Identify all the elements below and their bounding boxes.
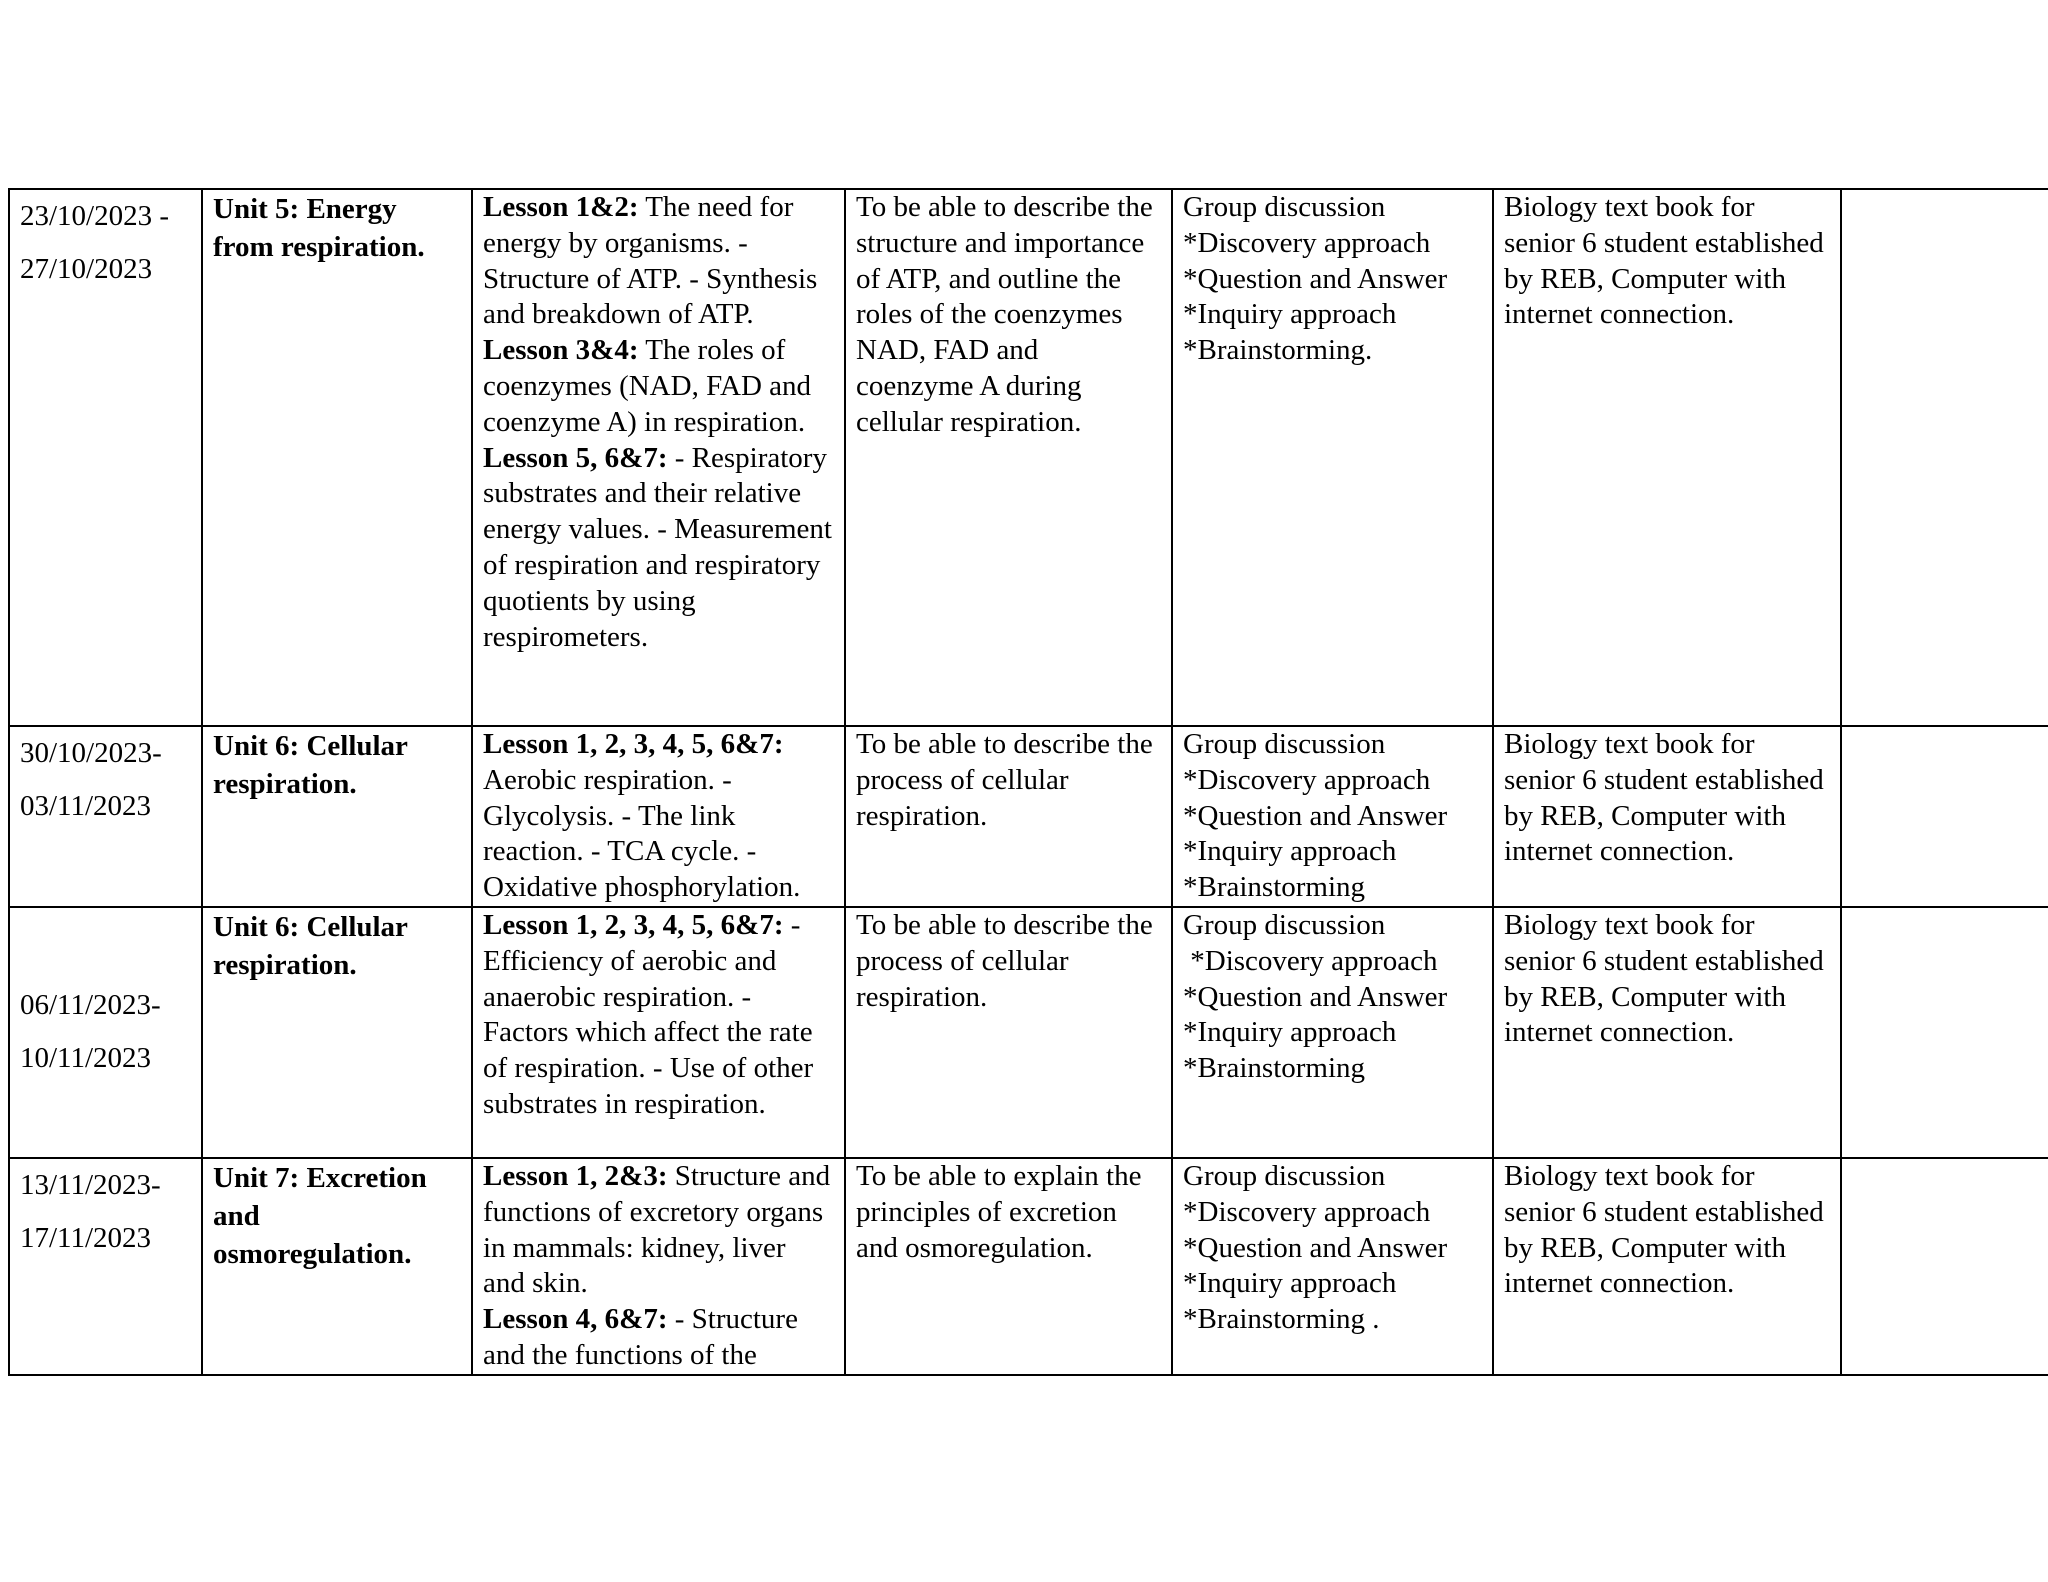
method-item: *Inquiry approach bbox=[1183, 835, 1397, 868]
lesson-text: - Structure and the functions of the bbox=[483, 1303, 798, 1371]
unit-cell: Unit 7: Excretion and osmoregulation. bbox=[202, 1158, 472, 1375]
method-item: Group discussion bbox=[1183, 1159, 1386, 1192]
method-item: *Discovery approach bbox=[1183, 226, 1431, 259]
table-row bbox=[9, 907, 2048, 1158]
method-item: *Brainstorming . bbox=[1183, 1303, 1380, 1336]
date-cell bbox=[9, 189, 202, 726]
date-from: 06/11/2023- bbox=[20, 989, 161, 1022]
extra-cell bbox=[1841, 189, 2048, 726]
lesson-text: - Efficiency of aerobic and anaerobic respiration. - Factors which affect the rate of respiration. - Use of other substrates in respiration. bbox=[483, 908, 814, 1120]
methods-cell bbox=[1172, 189, 1493, 726]
lessons-cell bbox=[472, 907, 845, 1158]
method-item: *Question and Answer bbox=[1183, 1231, 1448, 1264]
resources-cell: Biology text book for senior 6 student established by REB, Computer with internet connection. bbox=[1493, 1158, 1841, 1375]
date-from: 23/10/2023 - bbox=[20, 200, 170, 232]
table-row bbox=[9, 1158, 2048, 1375]
method-item: *Discovery approach bbox=[1183, 1195, 1431, 1228]
method-item: Group discussion bbox=[1183, 728, 1386, 760]
lesson-title: Lesson 1, 2, 3, 4, 5, 6&7: bbox=[483, 908, 784, 941]
objective-cell: To be able to explain the principles of excretion and osmoregulation. bbox=[845, 1158, 1172, 1375]
lesson-text: Aerobic respiration. - Glycolysis. - The link reaction. - TCA cycle. - Oxidative phosphorylation. bbox=[483, 763, 801, 904]
lesson-text: The need for energy by organisms. - Structure of ATP. - Synthesis and breakdown of ATP. bbox=[483, 191, 818, 331]
date-to: 27/10/2023 bbox=[20, 253, 153, 285]
extra-cell bbox=[1841, 726, 2048, 907]
method-item: *Brainstorming bbox=[1183, 1052, 1366, 1085]
lessons-cell bbox=[472, 1158, 845, 1375]
method-item: *Brainstorming bbox=[1183, 871, 1366, 904]
lessons-cell bbox=[472, 726, 845, 907]
lesson-title: Lesson 1, 2, 3, 4, 5, 6&7: bbox=[483, 728, 784, 760]
lesson-text: The roles of coenzymes (NAD, FAD and coenzyme A) in respiration. bbox=[483, 334, 812, 438]
scheme-of-work-table bbox=[8, 188, 2048, 1376]
lesson-title: Lesson 1&2: bbox=[483, 191, 639, 223]
methods-cell bbox=[1172, 726, 1493, 907]
date-to: 17/11/2023 bbox=[20, 1221, 152, 1254]
lesson-text: - Respiratory substrates and their relative energy values. - Measurement of respiration and respiratory quotients by using respirometers. bbox=[483, 441, 832, 653]
method-item: *Inquiry approach bbox=[1183, 1016, 1397, 1049]
date-cell bbox=[9, 907, 202, 1158]
method-item: *Question and Answer bbox=[1183, 799, 1448, 832]
unit-cell: Unit 5: Energy from respiration. bbox=[202, 189, 472, 726]
method-item: *Question and Answer bbox=[1183, 262, 1448, 295]
lessons-cell bbox=[472, 189, 845, 726]
objective-cell: To be able to describe the structure and importance of ATP, and outline the roles of the coenzymes NAD, FAD and coenzyme A during cellular respiration. bbox=[845, 189, 1172, 726]
lesson-title: Lesson 1, 2&3: bbox=[483, 1159, 668, 1192]
method-item: *Question and Answer bbox=[1183, 980, 1448, 1013]
date-cell bbox=[9, 1158, 202, 1375]
date-to: 03/11/2023 bbox=[20, 790, 152, 822]
method-item: *Discovery approach bbox=[1183, 944, 1438, 977]
resources-cell: Biology text book for senior 6 student established by REB, Computer with internet connection. bbox=[1493, 907, 1841, 1158]
lesson-title: Lesson 4, 6&7: bbox=[483, 1303, 668, 1336]
lesson-text: Structure and functions of excretory organs in mammals: kidney, liver and skin. bbox=[483, 1159, 831, 1300]
extra-cell bbox=[1841, 1158, 2048, 1375]
resources-cell: Biology text book for senior 6 student established by REB, Computer with internet connection. bbox=[1493, 726, 1841, 907]
unit-cell: Unit 6: Cellular respiration. bbox=[202, 726, 472, 907]
method-item: *Inquiry approach bbox=[1183, 298, 1397, 331]
lesson-title: Lesson 3&4: bbox=[483, 334, 639, 367]
method-item: Group discussion bbox=[1183, 191, 1386, 223]
method-item: *Discovery approach bbox=[1183, 763, 1431, 796]
method-item: *Inquiry approach bbox=[1183, 1267, 1397, 1300]
date-cell bbox=[9, 726, 202, 907]
method-item: *Brainstorming. bbox=[1183, 334, 1373, 367]
methods-cell bbox=[1172, 907, 1493, 1158]
unit-cell: Unit 6: Cellular respiration. bbox=[202, 907, 472, 1158]
date-to: 10/11/2023 bbox=[20, 1042, 152, 1075]
methods-cell bbox=[1172, 1158, 1493, 1375]
table-row bbox=[9, 726, 2048, 907]
extra-cell bbox=[1841, 907, 2048, 1158]
objective-cell: To be able to describe the process of cellular respiration. bbox=[845, 726, 1172, 907]
lesson-title: Lesson 5, 6&7: bbox=[483, 441, 668, 474]
date-from: 13/11/2023- bbox=[20, 1168, 161, 1201]
resources-cell: Biology text book for senior 6 student established by REB, Computer with internet connection. bbox=[1493, 189, 1841, 726]
table-row bbox=[9, 189, 2048, 726]
method-item: Group discussion bbox=[1183, 908, 1386, 941]
objective-cell: To be able to describe the process of cellular respiration. bbox=[845, 907, 1172, 1158]
date-from: 30/10/2023- bbox=[20, 737, 162, 769]
